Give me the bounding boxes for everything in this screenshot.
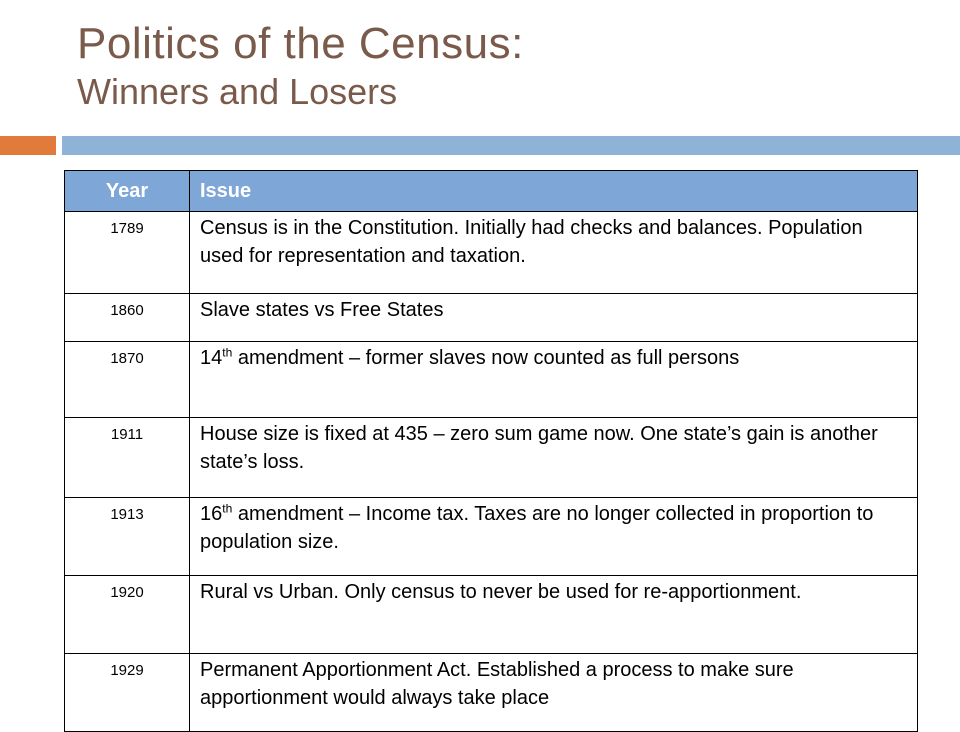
year-cell: 1870 — [65, 342, 190, 418]
year-cell: 1789 — [65, 212, 190, 294]
issue-text: Slave states vs Free States — [200, 299, 444, 321]
issue-cell — [190, 418, 918, 498]
issue-text: House size is fixed at 435 – zero sum game now. One state’s gain is another state’s loss. — [200, 423, 878, 473]
issue-cell — [190, 212, 918, 294]
header-year: Year — [65, 171, 190, 212]
issue-cell — [190, 498, 918, 576]
ordinal-suffix: th — [222, 501, 233, 516]
issue-text: amendment – Income tax. Taxes are no longer collected in proportion to population size. — [200, 503, 874, 553]
issue-cell — [190, 342, 918, 418]
year-cell: 1860 — [65, 294, 190, 342]
table-row — [65, 576, 918, 654]
table-row — [65, 212, 918, 294]
year-cell: 1913 — [65, 498, 190, 576]
issue-text: amendment – former slaves now counted as full persons — [232, 347, 740, 369]
table-row — [65, 294, 918, 342]
table-row — [65, 418, 918, 498]
issue-text: Rural vs Urban. Only census to never be used for re-apportionment. — [200, 581, 802, 603]
issue-text-number: 14 — [200, 347, 223, 369]
slide-title: Politics of the Census: — [77, 19, 524, 68]
year-cell: 1911 — [65, 418, 190, 498]
issue-text-number: 16 — [200, 503, 223, 525]
year-cell: 1920 — [65, 576, 190, 654]
issue-text: Permanent Apportionment Act. Established a process to make sure apportionment would always take place — [200, 659, 794, 709]
table-row — [65, 342, 918, 418]
table-row — [65, 498, 918, 576]
issue-cell — [190, 576, 918, 654]
header-issue: Issue — [190, 171, 918, 212]
census-issues-table — [64, 170, 918, 732]
title-rule-bar — [62, 136, 960, 155]
slide-title-block — [77, 20, 524, 112]
year-cell: 1929 — [65, 654, 190, 732]
table-header-row — [65, 171, 918, 212]
issue-text: Census is in the Constitution. Initially had checks and balances. Population used for representation and taxation. — [200, 217, 863, 267]
issue-cell — [190, 294, 918, 342]
ordinal-suffix: th — [222, 345, 233, 360]
slide-subtitle: Winners and Losers — [77, 71, 398, 113]
accent-bar — [0, 136, 56, 155]
